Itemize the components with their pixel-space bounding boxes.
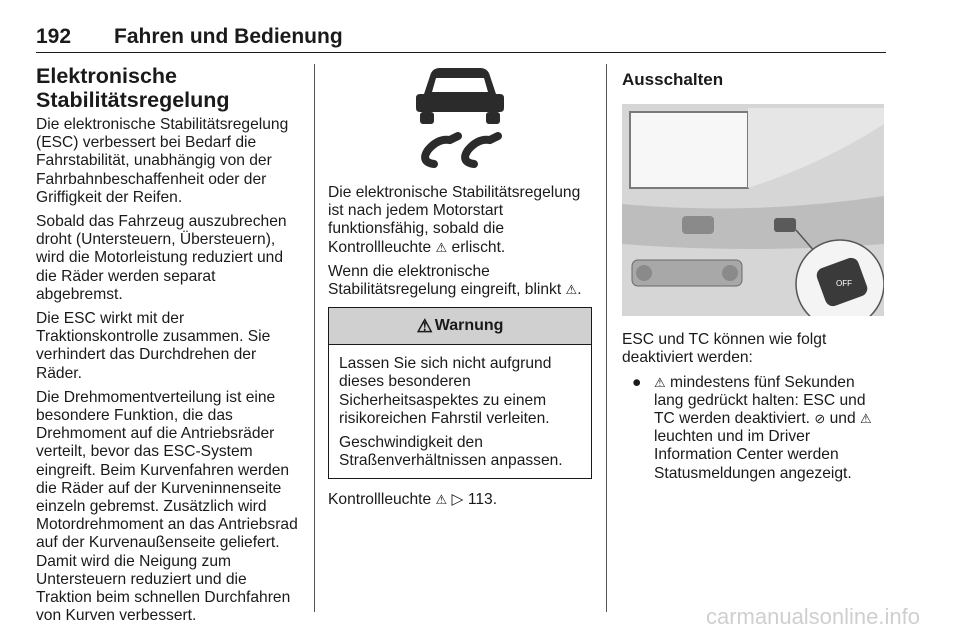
esc-off-icon: ⚠︎ bbox=[654, 374, 666, 390]
list-item-text: und bbox=[829, 410, 856, 428]
paragraph: Sobald das Fahrzeug auszubrechen droht (Untersteuern, Übersteuern), wird die Motorleistung reduziert und die Räder werden separat abgebremst. bbox=[36, 213, 287, 303]
running-title: Fahren und Bedienung bbox=[114, 25, 343, 48]
column-left bbox=[36, 64, 306, 631]
esc-indicator-icon: ⚠︎ bbox=[435, 239, 448, 255]
section-heading: Ausschalten bbox=[622, 70, 724, 89]
warning-triangle-icon: ⚠ bbox=[416, 316, 433, 337]
warning-body bbox=[329, 345, 591, 478]
warning-paragraph: Geschwindigkeit den Straßenverhältnissen anpassen. bbox=[339, 434, 563, 470]
tc-off-icon: ⊘ bbox=[814, 411, 826, 427]
reference-page: 113. bbox=[467, 491, 498, 509]
watermark: carmanualsonline.info bbox=[705, 604, 920, 629]
paragraph: Die elektronische Stabilitätsregelung (ESC) verbessert bei Bedarf die Fahrstabilität, unabhängig von der Fahrbahnbeschaffenheit oder der Griffigkeit der Reifen. bbox=[36, 116, 289, 206]
list-item-text: leuchten und im Driver Information Center werden Statusmeldungen angezeigt. bbox=[654, 428, 852, 482]
paragraph: Wenn die elektronische Stabilitätsregelung eingreift, blinkt bbox=[328, 262, 562, 299]
dashboard-illustration bbox=[622, 104, 884, 316]
column-divider bbox=[314, 64, 315, 612]
button-off-label: OFF bbox=[836, 279, 852, 288]
paragraph: Die Drehmomentverteilung ist eine besondere Funktion, die das Drehmoment auf die Antriebsräder verteilt, bevor das ESC-System eingreift. Beim Kurvenfahren werden die Räder auf der Kurveninnenseite einzeln gebremst. Zusätzlich wird Motordrehmoment an das Antriebsrad auf der Kurvenaußenseite geliefert. Damit wird die Neigung zum Untersteuern reduziert und die Traktion beim schnellen Durchfahren von Kurven verbessert. bbox=[36, 388, 298, 625]
paragraph: Die ESC wirkt mit der Traktionskontrolle zusammen. Sie verhindert das Durchdrehen der Räder. bbox=[36, 310, 271, 382]
column-right bbox=[622, 64, 886, 483]
page-reference-icon: ▷ bbox=[451, 491, 464, 509]
esc-indicator-icon: ⚠︎ bbox=[435, 492, 448, 508]
column-middle bbox=[328, 64, 592, 516]
esc-indicator-icon: ⚠︎ bbox=[565, 282, 578, 298]
warning-paragraph: Lassen Sie sich nicht aufgrund dieses besonderen Sicherheitsaspektes zu einem risikoreichen Fahrstil verleiten. bbox=[339, 355, 552, 427]
esc-off-icon: ⚠︎ bbox=[859, 411, 872, 427]
paragraph-end: . bbox=[577, 281, 582, 299]
instruction-list bbox=[622, 374, 886, 483]
intro-text: ESC und TC können wie folgt deaktiviert werden: bbox=[622, 331, 827, 367]
bullet: ● bbox=[632, 373, 642, 391]
list-item-text: mindestens fünf Sekunden lang gedrückt halten: ESC und TC werden deaktiviert. bbox=[654, 373, 866, 428]
reference-label: Kontrollleuchte bbox=[328, 491, 432, 509]
page-header bbox=[36, 22, 886, 53]
warning-title: Warnung bbox=[434, 317, 504, 335]
paragraph-end: erlischt. bbox=[451, 238, 506, 256]
warning-box bbox=[328, 307, 592, 479]
esc-warning-symbol bbox=[328, 64, 592, 172]
skidding-car-icon bbox=[328, 64, 592, 172]
list-item bbox=[622, 374, 886, 483]
esc-off-button-small bbox=[774, 218, 796, 232]
paragraph: Die elektronische Stabilitätsregelung ist nach jedem Motorstart funktionsfähig, sobald die Kontrollleuchte bbox=[328, 184, 581, 256]
page-number: 192 bbox=[36, 25, 72, 48]
warning-header bbox=[329, 308, 591, 345]
column-divider bbox=[606, 64, 607, 612]
section-heading: Elektronische Stabilitätsregelung bbox=[36, 64, 230, 112]
